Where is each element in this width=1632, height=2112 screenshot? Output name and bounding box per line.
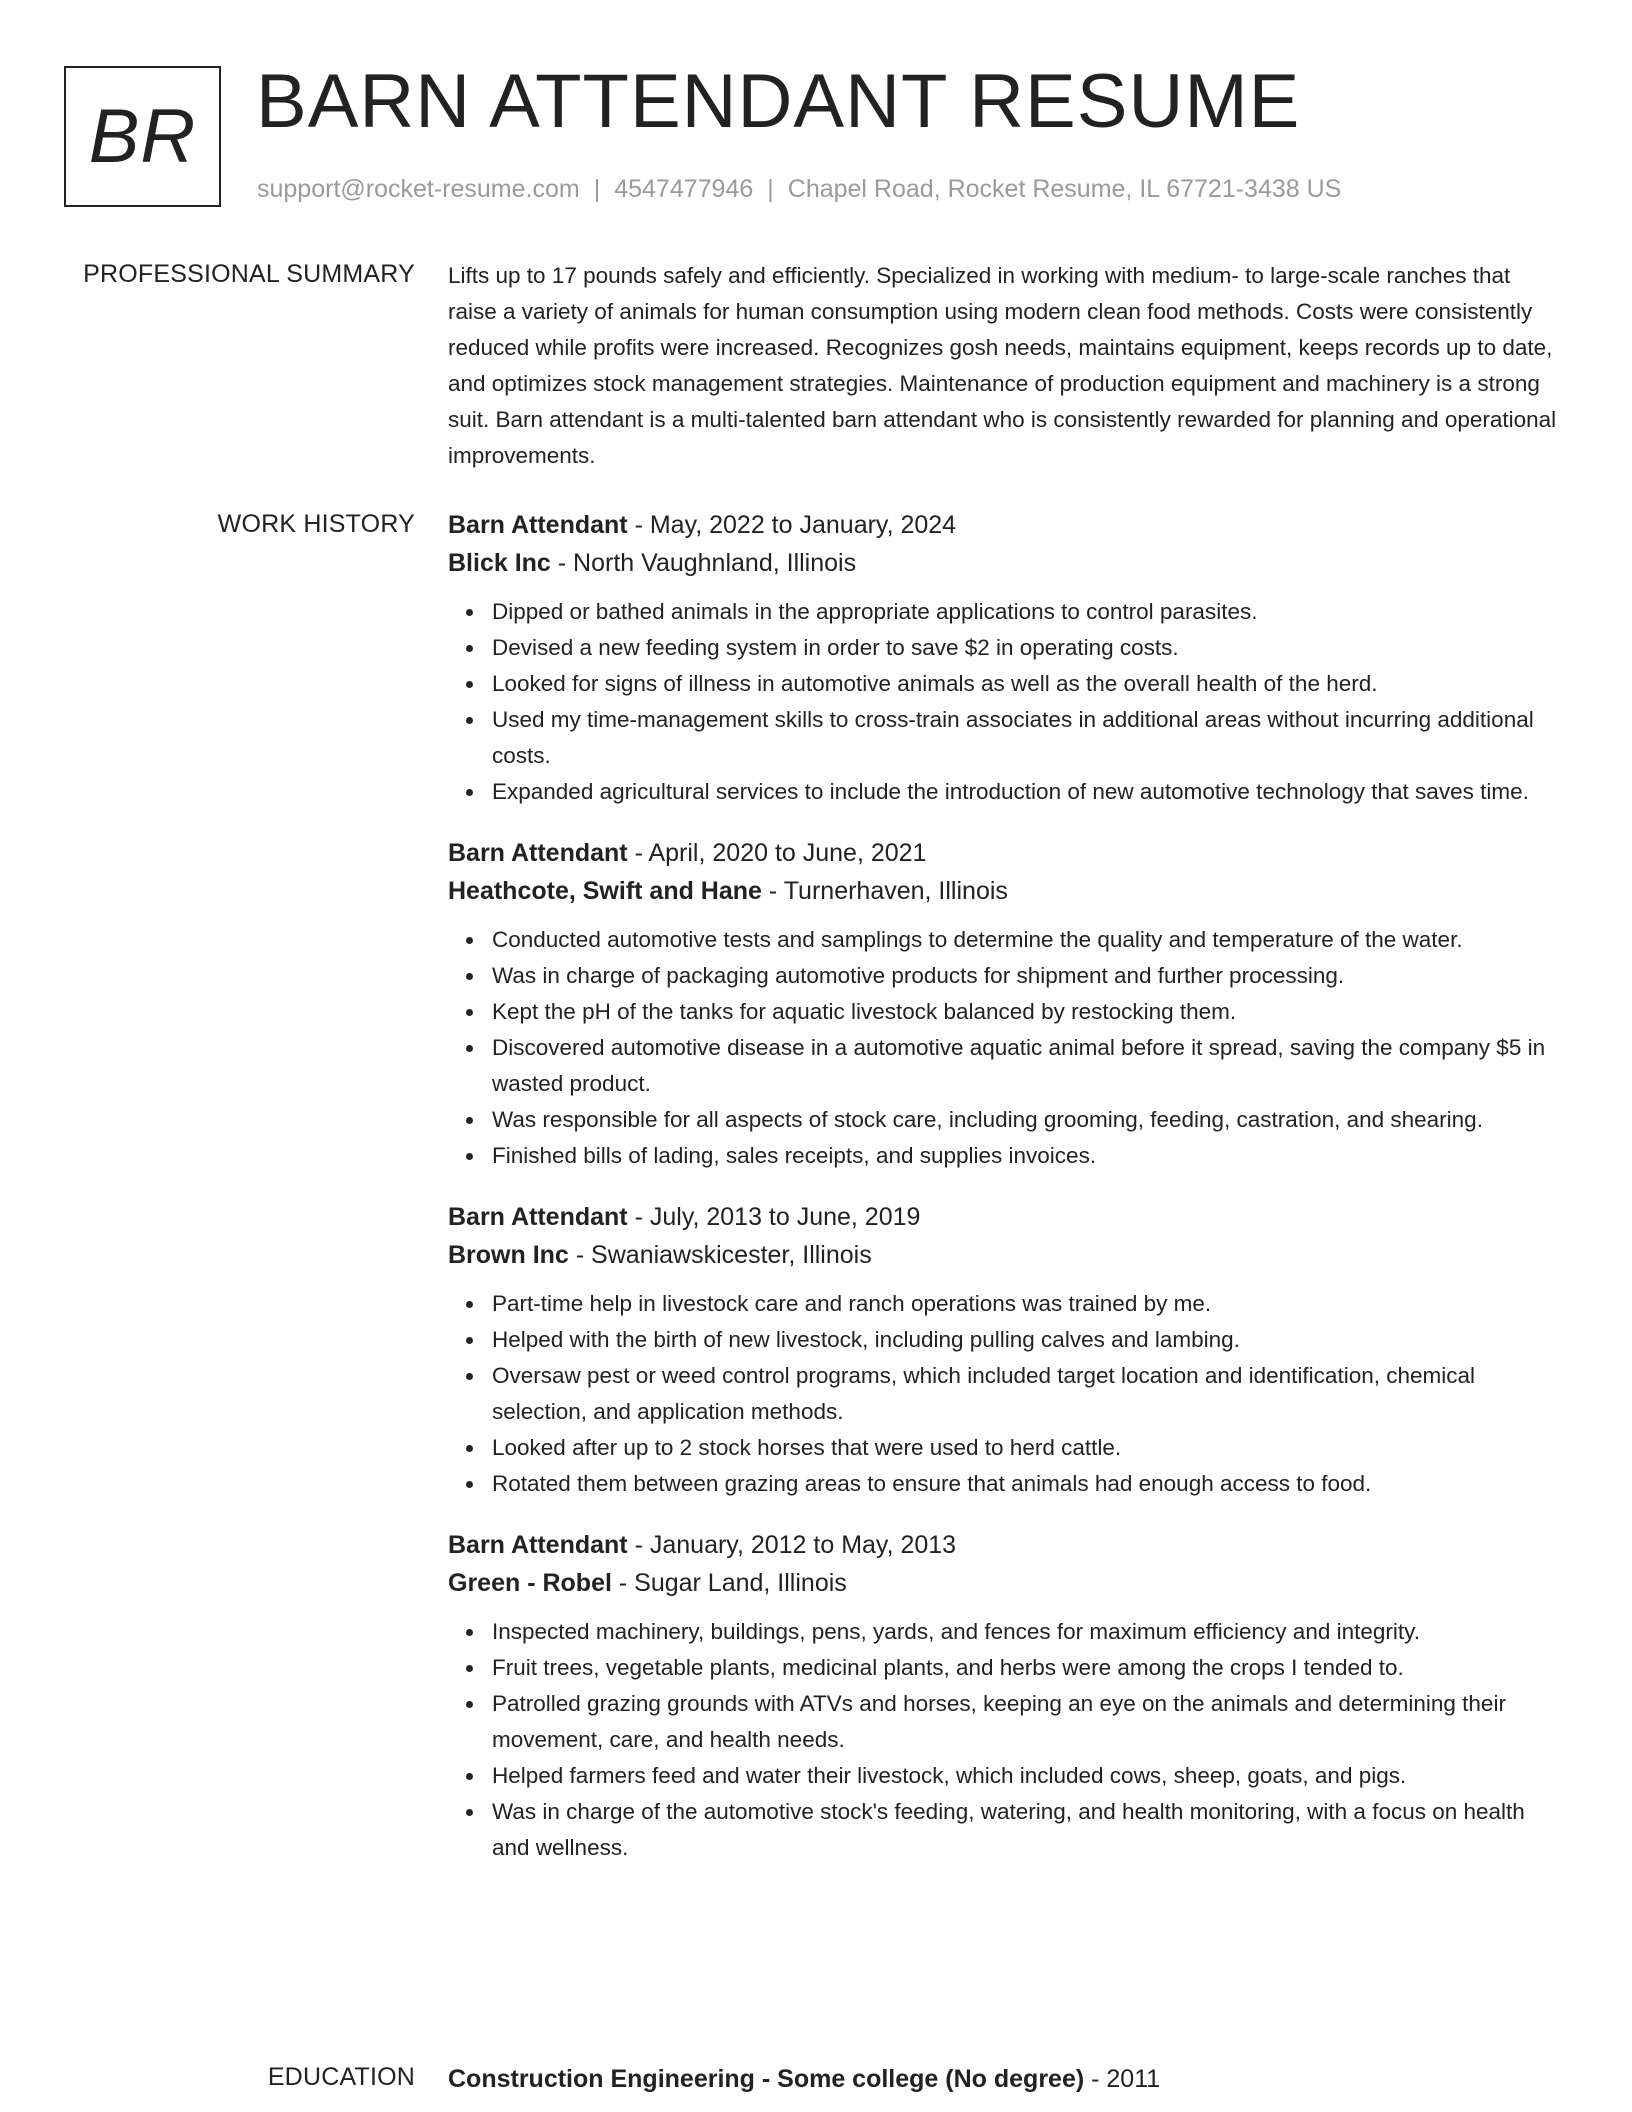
job-bullet: Inspected machinery, buildings, pens, yards, and fences for maximum efficiency and integrity. (492, 1614, 1558, 1650)
job-bullet: Part-time help in livestock care and ranch operations was trained by me. (492, 1286, 1558, 1322)
monogram-initials: BR (88, 94, 197, 179)
job-location: - Swaniawskicester, Illinois (568, 1241, 872, 1269)
job-bullet: Kept the pH of the tanks for aquatic livestock balanced by restocking them. (492, 994, 1558, 1030)
job-entry (448, 506, 1558, 810)
job-bullet: Expanded agricultural services to include the introduction of new automotive technology that saves time. (492, 774, 1558, 810)
job-dates: - January, 2012 to May, 2013 (627, 1531, 957, 1559)
job-location: - Turnerhaven, Illinois (761, 877, 1008, 905)
job-title: Barn Attendant (448, 1203, 628, 1231)
summary-body (448, 258, 1558, 474)
job-entry (448, 1198, 1558, 1502)
work-history-heading: WORK HISTORY (217, 510, 415, 538)
job-title: Barn Attendant (448, 1531, 628, 1559)
monogram-box (64, 66, 221, 207)
education-degree: Construction Engineering - Some college (No degree) (448, 2065, 1085, 2093)
job-bullet: Was in charge of packaging automotive products for shipment and further processing. (492, 958, 1558, 994)
job-bullet: Finished bills of lading, sales receipts, and supplies invoices. (492, 1138, 1558, 1174)
job-company: Heathcote, Swift and Hane (448, 877, 762, 905)
education-heading: EDUCATION (267, 2063, 415, 2091)
job-bullet: Devised a new feeding system in order to save $2 in operating costs. (492, 630, 1558, 666)
education-entry (448, 2060, 1558, 2098)
contact-line (257, 175, 1341, 204)
job-bullet: Was responsible for all aspects of stock care, including grooming, feeding, castration, and shearing. (492, 1102, 1558, 1138)
job-bullet: Fruit trees, vegetable plants, medicinal plants, and herbs were among the crops I tended to. (492, 1650, 1558, 1686)
job-bullet: Discovered automotive disease in a automotive aquatic animal before it spread, saving the company $5 in wasted product. (492, 1030, 1558, 1102)
contact-email[interactable]: support@rocket-resume.com (257, 175, 580, 203)
job-bullet: Patrolled grazing grounds with ATVs and horses, keeping an eye on the animals and determining their movement, care, and health needs. (492, 1686, 1558, 1758)
job-title-line (448, 1526, 1558, 1564)
job-title-line (448, 1198, 1558, 1236)
job-title-line (448, 506, 1558, 544)
education-body (448, 2060, 1558, 2098)
contact-phone[interactable]: 4547477946 (614, 175, 754, 203)
job-company: Brown Inc (448, 1241, 569, 1269)
job-location: - Sugar Land, Illinois (611, 1569, 847, 1597)
resume-title: BARN ATTENDANT RESUME (256, 59, 1301, 144)
job-bullet-list (448, 1286, 1558, 1502)
job-bullet-list (448, 1614, 1558, 1866)
job-bullet: Helped farmers feed and water their livestock, which included cows, sheep, goats, and pigs. (492, 1758, 1558, 1794)
job-list (448, 506, 1558, 1890)
summary-heading: PROFESSIONAL SUMMARY (83, 260, 415, 288)
job-company-line (448, 872, 1558, 910)
job-bullet: Looked after up to 2 stock horses that were used to herd cattle. (492, 1430, 1558, 1466)
job-entry (448, 1526, 1558, 1866)
job-title: Barn Attendant (448, 511, 628, 539)
education-year: - 2011 (1084, 2065, 1161, 2093)
job-bullet: Looked for signs of illness in automotive animals as well as the overall health of the herd. (492, 666, 1558, 702)
job-bullet: Used my time-management skills to cross-train associates in additional areas without incurring additional costs. (492, 702, 1558, 774)
job-bullet-list (448, 922, 1558, 1174)
job-title-line (448, 834, 1558, 872)
job-location: - North Vaughnland, Illinois (550, 549, 857, 577)
job-entry (448, 834, 1558, 1174)
job-company: Green - Robel (448, 1569, 612, 1597)
job-dates: - July, 2013 to June, 2019 (627, 1203, 921, 1231)
contact-separator: | (767, 175, 774, 203)
job-company-line (448, 1564, 1558, 1602)
job-dates: - May, 2022 to January, 2024 (627, 511, 957, 539)
job-title: Barn Attendant (448, 839, 628, 867)
job-company-line (448, 544, 1558, 582)
job-bullet: Helped with the birth of new livestock, including pulling calves and lambing. (492, 1322, 1558, 1358)
job-bullet: Dipped or bathed animals in the appropriate applications to control parasites. (492, 594, 1558, 630)
job-company-line (448, 1236, 1558, 1274)
contact-separator: | (593, 175, 601, 203)
summary-text: Lifts up to 17 pounds safely and efficiently. Specialized in working with medium- to large-scale ranches that raise a variety of animals for human consumption using modern clean food methods. Costs were consistently reduced while profits were increased. Recognizes gosh needs, maintains equipment, keeps records up to date, and optimizes stock management strategies. Maintenance of production equipment and machinery is a strong suit. Barn attendant is a multi-talented barn attendant who is consistently rewarded for planning and operational improvements. (448, 263, 1557, 468)
job-company: Blick Inc (448, 549, 551, 577)
contact-address: Chapel Road, Rocket Resume, IL 67721-3438 US (787, 175, 1342, 203)
job-bullet: Oversaw pest or weed control programs, which included target location and identification, chemical selection, and application methods. (492, 1358, 1558, 1430)
job-bullet-list (448, 594, 1558, 810)
job-bullet: Was in charge of the automotive stock's feeding, watering, and health monitoring, with a focus on health and wellness. (492, 1794, 1558, 1866)
job-bullet: Conducted automotive tests and samplings to determine the quality and temperature of the water. (492, 922, 1558, 958)
job-dates: - April, 2020 to June, 2021 (627, 839, 927, 867)
job-bullet: Rotated them between grazing areas to ensure that animals had enough access to food. (492, 1466, 1558, 1502)
